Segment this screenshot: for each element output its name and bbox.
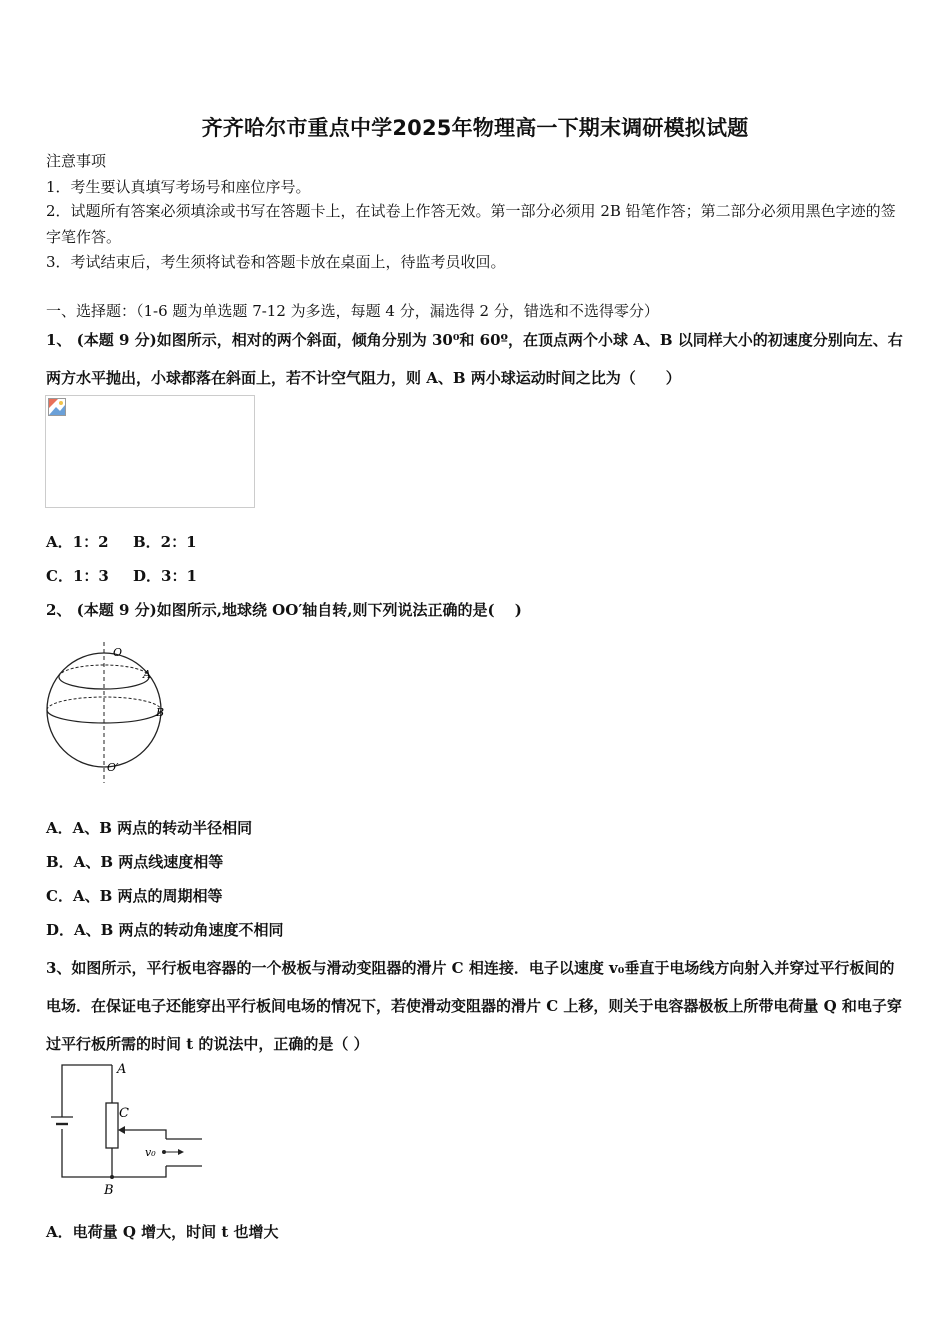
question-2-option-c: C．A、B 两点的周期相等 — [46, 887, 223, 905]
label-b: B — [156, 706, 165, 719]
label-b: B — [104, 1183, 114, 1198]
broken-image-icon — [48, 398, 66, 416]
question-1-option-a: A．1：2 — [46, 533, 109, 551]
question-3-option-a: A．电荷量 Q 增大，时间 t 也增大 — [46, 1223, 279, 1241]
question-2-option-b: B．A、B 两点线速度相等 — [46, 853, 224, 871]
label-o: O — [113, 646, 123, 659]
label-c: C — [119, 1106, 129, 1121]
question-3-stem: 3、如图所示，平行板电容器的一个极板与滑动变阻器的滑片 C 相连接．电子以速度 v₀垂直于电场线方向射入并穿过平行板间的电场．在保证电子还能穿出平行板间电场的情况下，若使滑动变阻器的滑片 C 上移，则关于电容器极板上所带电荷量 Q 和电子穿过平行板所需的时间 t 的说法中，正确的是（ ） — [46, 959, 902, 1053]
earth-rotation-figure — [46, 640, 176, 785]
page-title: 齐齐哈尔市重点中学2025年物理高一下期末调研模拟试题 — [201, 116, 749, 140]
question-1-figure-placeholder — [45, 395, 255, 508]
notice-item-3: 3．考试结束后，考生须将试卷和答题卡放在桌面上，待监考员收回。 — [46, 253, 506, 271]
label-a: A — [117, 1062, 127, 1077]
notice-item-2: 2．试题所有答案必须填涂或书写在答题卡上，在试卷上作答无效。第一部分必须用 2B 铅笔作答；第二部分必须用黑色字迹的签字笔作答。 — [46, 202, 896, 246]
section-heading: 一、选择题：（1-6 题为单选题 7-12 为多选，每题 4 分，漏选得 2 分，错选和不选得零分） — [46, 302, 659, 320]
question-1-option-b: B．2：1 — [133, 533, 197, 551]
question-2-stem: 2、 (本题 9 分)如图所示,地球绕 OO′轴自转,则下列说法正确的是( ) — [46, 601, 522, 619]
question-2-option-a: A．A、B 两点的转动半径相同 — [46, 819, 253, 837]
question-1-option-c: C．1：3 — [46, 567, 109, 585]
label-o-prime: O′ — [107, 761, 119, 774]
label-a: A — [143, 668, 151, 681]
capacitor-circuit-figure — [46, 1060, 216, 1200]
notice-heading: 注意事项 — [46, 152, 107, 170]
question-1-stem: 1、 (本题 9 分)如图所示，相对的两个斜面，倾角分别为 30⁰和 60º，在顶点两个小球 A、B 以同样大小的初速度分别向左、右两方水平抛出，小球都落在斜面上，若不计空气阻力，则 A、B 两小球运动时间之比为（ ） — [46, 331, 903, 387]
question-2-option-d: D．A、B 两点的转动角速度不相同 — [46, 921, 284, 939]
label-v0: v₀ — [145, 1146, 156, 1159]
question-1-option-d: D．3：1 — [133, 567, 197, 585]
notice-item-1: 1．考生要认真填写考场号和座位序号。 — [46, 178, 311, 196]
